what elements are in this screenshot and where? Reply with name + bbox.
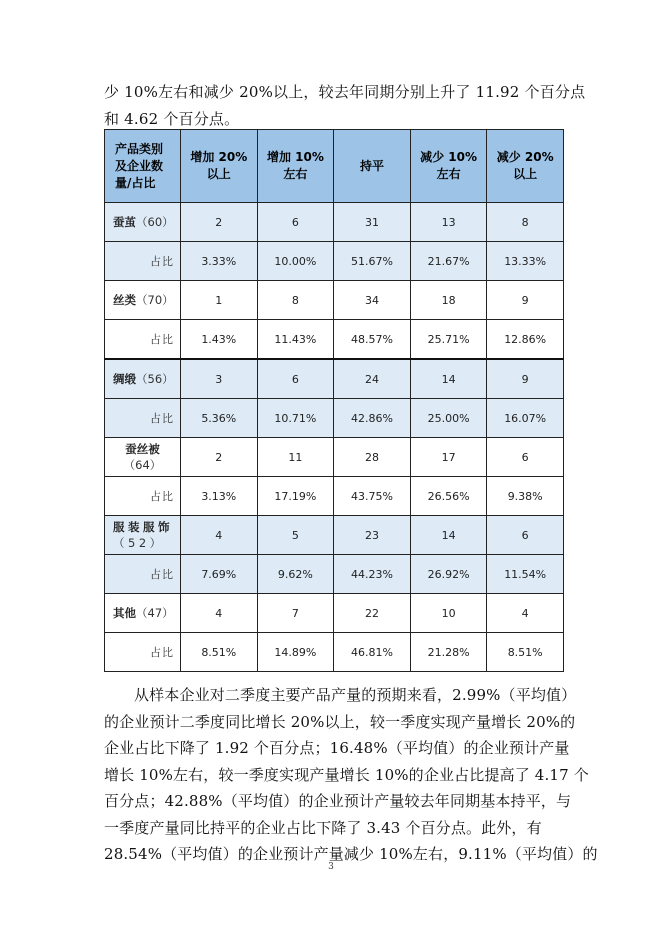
category-count: （60） xyxy=(136,215,174,229)
table-cell: 42.86% xyxy=(334,399,411,438)
table-cell: 26.56% xyxy=(410,477,487,516)
product-output-table xyxy=(104,129,564,672)
category-name: 蚕丝被 xyxy=(125,442,160,456)
table-cell: 9 xyxy=(487,359,564,399)
table-cell: 12.86% xyxy=(487,320,564,360)
category-name: 服装服饰 xyxy=(113,520,173,534)
table-cell: 4 xyxy=(181,594,258,633)
analysis-paragraph xyxy=(104,682,598,868)
table-cell: 28 xyxy=(334,438,411,477)
table-cell: 21.67% xyxy=(410,242,487,281)
table-cell: 3 xyxy=(181,359,258,399)
table-row xyxy=(105,242,564,281)
table-row xyxy=(105,633,564,672)
table-cell: 3.33% xyxy=(181,242,258,281)
table-header-row xyxy=(105,130,564,203)
table-cell: 1.43% xyxy=(181,320,258,360)
table-cell: 34 xyxy=(334,281,411,320)
table-cell: 2 xyxy=(181,438,258,477)
intro-paragraph xyxy=(104,79,586,133)
table-cell: 6 xyxy=(487,516,564,555)
table-cell: 9.38% xyxy=(487,477,564,516)
table-cell: 14 xyxy=(410,359,487,399)
table-row xyxy=(105,281,564,320)
table-row xyxy=(105,359,564,399)
table-cell: 18 xyxy=(410,281,487,320)
table-row xyxy=(105,320,564,360)
category-name: 绸缎 xyxy=(113,372,136,386)
table-cell: 10.00% xyxy=(257,242,334,281)
table-cell: 6 xyxy=(257,203,334,242)
pct-label: 占比 xyxy=(105,399,181,438)
table-cell: 1 xyxy=(181,281,258,320)
table-cell: 23 xyxy=(334,516,411,555)
text-line: 28.54%（平均值）的企业预计产量减少 10%左右，9.11%（平均值）的 xyxy=(104,845,598,863)
table-row xyxy=(105,203,564,242)
table-cell: 25.00% xyxy=(410,399,487,438)
table-cell: 13 xyxy=(410,203,487,242)
header-category: 产品类别 及企业数 量/占比 xyxy=(105,130,181,203)
table-cell: 8.51% xyxy=(487,633,564,672)
table-cell: 7.69% xyxy=(181,555,258,594)
table-cell: 31 xyxy=(334,203,411,242)
table-cell: 11.43% xyxy=(257,320,334,360)
row-label xyxy=(105,516,181,555)
table-cell: 17.19% xyxy=(257,477,334,516)
row-label xyxy=(105,281,181,320)
category-count: （47） xyxy=(136,606,174,620)
row-label xyxy=(105,594,181,633)
header-flat: 持平 xyxy=(334,130,411,203)
table-cell: 24 xyxy=(334,359,411,399)
table-cell: 22 xyxy=(334,594,411,633)
table-row xyxy=(105,438,564,477)
table-cell: 5.36% xyxy=(181,399,258,438)
table-cell: 21.28% xyxy=(410,633,487,672)
table-cell: 14 xyxy=(410,516,487,555)
pct-label: 占比 xyxy=(105,633,181,672)
pct-label: 占比 xyxy=(105,477,181,516)
table-cell: 26.92% xyxy=(410,555,487,594)
table-cell: 10 xyxy=(410,594,487,633)
table-cell: 16.07% xyxy=(487,399,564,438)
table-cell: 9 xyxy=(487,281,564,320)
row-label xyxy=(105,359,181,399)
table-cell: 3.13% xyxy=(181,477,258,516)
table-cell: 48.57% xyxy=(334,320,411,360)
table-cell: 13.33% xyxy=(487,242,564,281)
table-cell: 8.51% xyxy=(181,633,258,672)
category-count: （52） xyxy=(113,536,165,550)
header-decrease-10: 减少 10% 左右 xyxy=(410,130,487,203)
table-cell: 44.23% xyxy=(334,555,411,594)
table-cell: 17 xyxy=(410,438,487,477)
category-count: （56） xyxy=(136,372,174,386)
table-row xyxy=(105,399,564,438)
table-cell: 6 xyxy=(487,438,564,477)
table-cell: 8 xyxy=(257,281,334,320)
table-cell: 8 xyxy=(487,203,564,242)
table-cell: 11.54% xyxy=(487,555,564,594)
table-cell: 9.62% xyxy=(257,555,334,594)
table-cell: 4 xyxy=(181,516,258,555)
text-line: 增长 10%左右，较一季度实现产量增长 10%的企业占比提高了 4.17 个 xyxy=(104,765,589,784)
text-line: 企业占比下降了 1.92 个百分点；16.48%（平均值）的企业预计产量 xyxy=(104,739,570,757)
table-cell: 11 xyxy=(257,438,334,477)
page-number: 3 xyxy=(328,862,334,872)
table-row xyxy=(105,477,564,516)
table-row xyxy=(105,516,564,555)
header-increase-20: 增加 20% 以上 xyxy=(181,130,258,203)
row-label xyxy=(105,203,181,242)
table-cell: 14.89% xyxy=(257,633,334,672)
table-cell: 6 xyxy=(257,359,334,399)
table-cell: 5 xyxy=(257,516,334,555)
category-name: 其他 xyxy=(113,606,136,620)
table-cell: 43.75% xyxy=(334,477,411,516)
header-decrease-20: 减少 20% 以上 xyxy=(487,130,564,203)
category-name: 丝类 xyxy=(113,293,136,307)
pct-label: 占比 xyxy=(105,242,181,281)
text-line: 少 10%左右和减少 20%以上，较去年同期分别上升了 11.92 个百分点 xyxy=(104,83,586,101)
text-line: 一季度产量同比持平的企业占比下降了 3.43 个百分点。此外，有 xyxy=(104,818,542,837)
text-line: 从样本企业对二季度主要产品产量的预期来看，2.99%（平均值） xyxy=(134,686,577,704)
table-cell: 25.71% xyxy=(410,320,487,360)
text-line: 和 4.62 个百分点。 xyxy=(104,110,240,128)
category-name: 蚕茧 xyxy=(113,215,136,229)
table-cell: 10.71% xyxy=(257,399,334,438)
category-count: （70） xyxy=(136,293,174,307)
category-count: （64） xyxy=(123,458,162,472)
pct-label: 占比 xyxy=(105,555,181,594)
text-line: 的企业预计二季度同比增长 20%以上，较一季度实现产量增长 20%的 xyxy=(104,712,576,731)
header-increase-10: 增加 10% 左右 xyxy=(257,130,334,203)
table-row xyxy=(105,594,564,633)
table-row xyxy=(105,555,564,594)
table-cell: 7 xyxy=(257,594,334,633)
table-cell: 4 xyxy=(487,594,564,633)
table-cell: 46.81% xyxy=(334,633,411,672)
row-label xyxy=(105,438,181,477)
table-cell: 2 xyxy=(181,203,258,242)
text-line: 百分点；42.88%（平均值）的企业预计产量较去年同期基本持平，与 xyxy=(104,792,572,810)
pct-label: 占比 xyxy=(105,320,181,360)
table-cell: 51.67% xyxy=(334,242,411,281)
